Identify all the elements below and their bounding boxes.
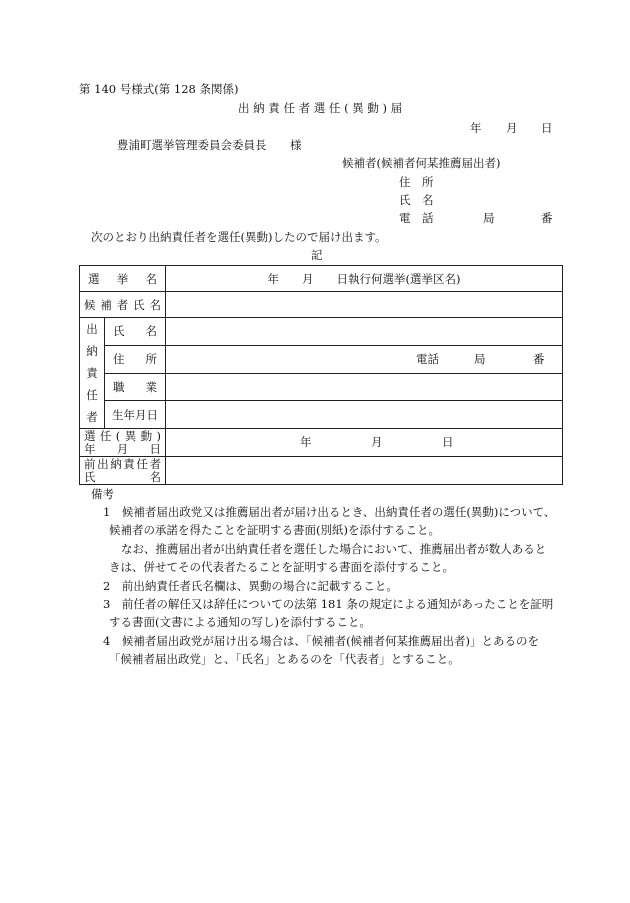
treasurer-address-label-cell (105, 345, 166, 373)
treasurer-birthdate-value-cell[interactable] (166, 401, 563, 429)
candidate-label: 候補者(候補者何某推薦届出者) (342, 156, 501, 170)
date-day-label: 日 (541, 121, 553, 135)
treasurer-address-row (80, 345, 563, 373)
candidate-name-label: 候補者氏名 (84, 297, 161, 312)
prev-treasurer-label-line2: 氏 名 (84, 469, 161, 484)
candidate-name-value-cell[interactable] (166, 292, 563, 318)
phone-ban-label: 番 (541, 211, 553, 225)
treasurer-name-label: 氏 名 (113, 324, 157, 339)
treasurer-char: 納 (86, 344, 98, 358)
note-line: する書面(文書による通知の写し)を添付すること。 (109, 615, 371, 629)
treasurer-occupation-label: 職 業 (113, 379, 157, 394)
prev-treasurer-label-cell (80, 457, 166, 485)
date-year-label: 年 (470, 121, 482, 135)
prev-treasurer-value-cell[interactable] (166, 457, 563, 485)
declaration-table (79, 265, 563, 485)
appointment-day: 日 (442, 435, 454, 449)
form-number: 第 140 号様式(第 128 条関係) (79, 82, 239, 96)
treasurer-char: 出 (86, 322, 98, 336)
note-line: 3 前任者の解任又は辞任についての法第 181 条の規定による通知があったことを証明 (103, 597, 554, 611)
treasurer-birthdate-row (80, 401, 563, 429)
election-value-cell[interactable] (166, 266, 563, 292)
appointment-date-label-line1: 選任(異動) (84, 428, 161, 443)
statement: 次のとおり出納責任者を選任(異動)したので届け出ます。 (91, 230, 387, 244)
note-line: 候補者の承諾を得たことを証明する書面(別紙)を添付すること。 (109, 523, 440, 537)
treasurer-char: 任 (86, 388, 98, 402)
treasurer-occupation-value-cell[interactable] (166, 373, 563, 401)
note-line: なお、推薦届出者が出納責任者を選任した場合において、推薦届出者が数人あると (121, 542, 547, 556)
treasurer-birthdate-label-cell (105, 401, 166, 429)
treasurer-name-label-cell (105, 318, 166, 346)
ki-label: 記 (311, 248, 323, 262)
candidate-name-label-cell (80, 292, 166, 318)
candidate-name-row (80, 292, 563, 318)
date-month-label: 月 (506, 121, 518, 135)
treasurer-phone-denwa: 電話 (416, 351, 439, 366)
note-line: 4 候補者届出政党が届け出る場合は、「候補者(候補者何某推薦届出者)」とあるのを (103, 634, 540, 648)
treasurer-phone-kyoku: 局 (474, 351, 486, 366)
page-title: 出 納 責 任 者 選 任 ( 異 動 ) 届 (238, 101, 403, 115)
election-label: 選 挙 名 (88, 271, 157, 286)
appointment-date-value-cell[interactable] (166, 429, 563, 457)
treasurer-birthdate-label: 生年月日 (112, 407, 158, 422)
treasurer-char: 責 (86, 366, 98, 380)
treasurer-name-row (80, 318, 563, 346)
phone-label: 電 話 (399, 211, 434, 225)
appointment-date-label-cell (80, 429, 166, 457)
treasurer-occupation-label-cell (105, 373, 166, 401)
treasurer-name-value-cell[interactable] (166, 318, 563, 346)
treasurer-occupation-row (80, 373, 563, 401)
appointment-year: 年 (300, 435, 312, 449)
treasurer-phone-ban: 番 (533, 351, 545, 366)
note-line: 「候補者届出政党」と、「氏名」とあるのを「代表者」とすること。 (109, 652, 460, 666)
appointment-date-label-line2: 年 月 日 (84, 441, 161, 456)
election-label-cell (80, 266, 166, 292)
address-label: 住 所 (399, 175, 434, 189)
election-row (80, 266, 563, 292)
appointment-month: 月 (371, 435, 383, 449)
treasurer-group-cell (80, 318, 105, 429)
addressee: 豊浦町選挙管理委員会委員長 (117, 138, 267, 152)
phone-kyoku-label: 局 (483, 211, 495, 225)
name-label: 氏 名 (399, 193, 434, 207)
note-line: きは、併せてその代表者たることを証明する書面を添付すること。 (109, 560, 454, 574)
treasurer-address-value-cell[interactable] (166, 345, 563, 373)
note-line: 2 前出納責任者氏名欄は、異動の場合に記載すること。 (103, 579, 398, 593)
note-line: 1 候補者届出政党又は推薦届出者が届け出るとき、出納責任者の選任(異動)について、 (103, 505, 556, 519)
treasurer-group-label (80, 318, 104, 428)
prev-treasurer-row (80, 457, 563, 485)
election-value: 年 月 日執行何選挙(選挙区名) (267, 271, 461, 286)
honorific: 様 (290, 138, 302, 152)
treasurer-char: 者 (86, 410, 98, 424)
treasurer-address-label: 住 所 (113, 352, 157, 367)
notes-heading: 備考 (91, 487, 114, 501)
prev-treasurer-label-line1: 前出納責任者 (84, 456, 161, 471)
appointment-date-row (80, 429, 563, 457)
